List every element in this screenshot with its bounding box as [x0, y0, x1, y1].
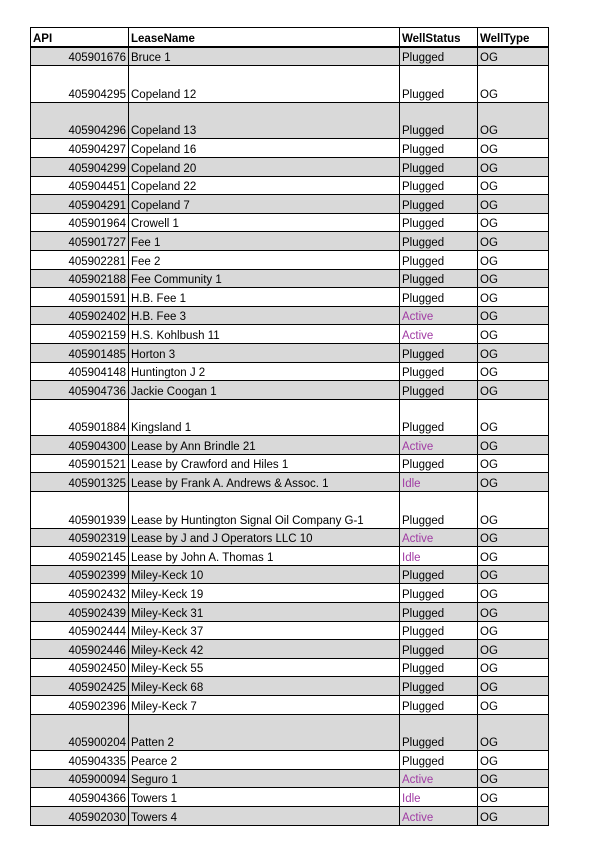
table-row — [31, 677, 549, 696]
api-cell: 405901727 — [31, 232, 129, 251]
lease-name-cell: Lease by Frank A. Andrews & Assoc. 1 — [129, 473, 400, 492]
well-type-cell: OG — [478, 658, 549, 677]
api-cell: 405901964 — [31, 213, 129, 232]
well-status-cell: Active — [400, 436, 478, 455]
well-status-cell: Plugged — [400, 658, 478, 677]
table-row — [31, 584, 549, 603]
api-cell: 405904736 — [31, 381, 129, 400]
api-cell: 405902432 — [31, 584, 129, 603]
api-cell: 405902450 — [31, 658, 129, 677]
api-cell: 405902030 — [31, 806, 129, 825]
lease-name-cell: Horton 3 — [129, 343, 400, 362]
table-row — [31, 306, 549, 325]
well-type-cell: OG — [478, 139, 549, 158]
api-cell: 405904296 — [31, 102, 129, 139]
api-cell: 405901884 — [31, 399, 129, 436]
well-status-cell: Idle — [400, 547, 478, 566]
lease-name-cell: Miley-Keck 31 — [129, 603, 400, 622]
table-row — [31, 547, 549, 566]
lease-name-cell: Lease by Crawford and Hiles 1 — [129, 454, 400, 473]
well-type-cell: OG — [478, 195, 549, 214]
lease-name-cell: Miley-Keck 19 — [129, 584, 400, 603]
api-cell: 405904451 — [31, 176, 129, 195]
api-cell: 405904335 — [31, 751, 129, 770]
well-type-cell: OG — [478, 399, 549, 436]
lease-name-cell: Lease by Huntington Signal Oil Company G-1 — [129, 492, 400, 529]
api-cell: 405901325 — [31, 473, 129, 492]
well-type-cell: OG — [478, 102, 549, 139]
table-row — [31, 362, 549, 381]
well-status-cell: Plugged — [400, 454, 478, 473]
api-cell: 405900204 — [31, 714, 129, 751]
table-row — [31, 102, 549, 139]
table-row — [31, 269, 549, 288]
well-type-cell: OG — [478, 492, 549, 529]
api-cell: 405902145 — [31, 547, 129, 566]
lease-name-cell: Copeland 20 — [129, 157, 400, 176]
table-row — [31, 47, 549, 66]
lease-name-cell: Fee 1 — [129, 232, 400, 251]
well-type-cell: OG — [478, 806, 549, 825]
column-header-api: API — [31, 28, 129, 47]
api-cell: 405901521 — [31, 454, 129, 473]
header-row — [31, 28, 549, 47]
well-type-cell: OG — [478, 66, 549, 103]
well-type-cell: OG — [478, 547, 549, 566]
lease-name-cell: Towers 4 — [129, 806, 400, 825]
well-status-cell: Plugged — [400, 492, 478, 529]
table-row — [31, 288, 549, 307]
well-status-cell: Plugged — [400, 565, 478, 584]
api-cell: 405904295 — [31, 66, 129, 103]
well-status-cell: Active — [400, 528, 478, 547]
well-status-cell: Plugged — [400, 157, 478, 176]
well-type-cell: OG — [478, 677, 549, 696]
well-status-cell: Plugged — [400, 232, 478, 251]
lease-name-cell: Copeland 13 — [129, 102, 400, 139]
well-status-cell: Plugged — [400, 381, 478, 400]
well-status-cell: Plugged — [400, 47, 478, 66]
well-status-cell: Plugged — [400, 102, 478, 139]
well-status-cell: Plugged — [400, 139, 478, 158]
well-status-cell: Plugged — [400, 250, 478, 269]
api-cell: 405902319 — [31, 528, 129, 547]
table-row — [31, 769, 549, 788]
api-cell: 405904297 — [31, 139, 129, 158]
well-status-cell: Idle — [400, 788, 478, 807]
well-status-cell: Plugged — [400, 696, 478, 715]
well-type-cell: OG — [478, 640, 549, 659]
lease-name-cell: Lease by Ann Brindle 21 — [129, 436, 400, 455]
well-status-cell: Plugged — [400, 176, 478, 195]
well-type-cell: OG — [478, 769, 549, 788]
api-cell: 405901676 — [31, 47, 129, 66]
lease-name-cell: Jackie Coogan 1 — [129, 381, 400, 400]
table-row — [31, 788, 549, 807]
table-row — [31, 492, 549, 529]
table-row — [31, 213, 549, 232]
well-type-cell: OG — [478, 306, 549, 325]
well-status-cell: Active — [400, 306, 478, 325]
table-row — [31, 658, 549, 677]
well-type-cell: OG — [478, 584, 549, 603]
table-row — [31, 565, 549, 584]
table-row — [31, 436, 549, 455]
well-type-cell: OG — [478, 288, 549, 307]
well-status-cell: Plugged — [400, 714, 478, 751]
well-status-cell: Plugged — [400, 66, 478, 103]
api-cell: 405902281 — [31, 250, 129, 269]
well-status-cell: Idle — [400, 473, 478, 492]
well-type-cell: OG — [478, 325, 549, 344]
well-status-cell: Active — [400, 806, 478, 825]
api-cell: 405902444 — [31, 621, 129, 640]
column-header-wellstatus: WellStatus — [400, 28, 478, 47]
lease-name-cell: H.B. Fee 1 — [129, 288, 400, 307]
column-header-welltype: WellType — [478, 28, 549, 47]
api-cell: 405900094 — [31, 769, 129, 788]
well-type-cell: OG — [478, 362, 549, 381]
lease-name-cell: Miley-Keck 68 — [129, 677, 400, 696]
well-status-cell: Active — [400, 325, 478, 344]
well-type-cell: OG — [478, 528, 549, 547]
well-status-cell: Plugged — [400, 621, 478, 640]
well-status-cell: Plugged — [400, 677, 478, 696]
well-status-cell: Plugged — [400, 399, 478, 436]
well-type-cell: OG — [478, 213, 549, 232]
lease-name-cell: Lease by J and J Operators LLC 10 — [129, 528, 400, 547]
column-header-leasename: LeaseName — [129, 28, 400, 47]
well-type-cell: OG — [478, 343, 549, 362]
api-cell: 405902159 — [31, 325, 129, 344]
well-status-cell: Plugged — [400, 362, 478, 381]
lease-name-cell: Lease by John A. Thomas 1 — [129, 547, 400, 566]
well-status-cell: Plugged — [400, 584, 478, 603]
lease-name-cell: H.S. Kohlbush 11 — [129, 325, 400, 344]
table-row — [31, 343, 549, 362]
lease-name-cell: Copeland 22 — [129, 176, 400, 195]
lease-name-cell: Miley-Keck 7 — [129, 696, 400, 715]
well-type-cell: OG — [478, 436, 549, 455]
well-status-cell: Plugged — [400, 213, 478, 232]
table-row — [31, 806, 549, 825]
api-cell: 405902402 — [31, 306, 129, 325]
well-status-cell: Active — [400, 769, 478, 788]
table-row — [31, 176, 549, 195]
well-type-cell: OG — [478, 714, 549, 751]
table-row — [31, 528, 549, 547]
api-cell: 405904300 — [31, 436, 129, 455]
well-status-cell: Plugged — [400, 751, 478, 770]
well-type-cell: OG — [478, 751, 549, 770]
table-body — [31, 47, 549, 825]
well-status-cell: Plugged — [400, 343, 478, 362]
table-row — [31, 195, 549, 214]
lease-name-cell: Miley-Keck 10 — [129, 565, 400, 584]
well-status-cell: Plugged — [400, 288, 478, 307]
api-cell: 405902446 — [31, 640, 129, 659]
lease-name-cell: Towers 1 — [129, 788, 400, 807]
table-row — [31, 381, 549, 400]
table-row — [31, 325, 549, 344]
lease-name-cell: Copeland 7 — [129, 195, 400, 214]
table-row — [31, 139, 549, 158]
well-type-cell: OG — [478, 565, 549, 584]
well-type-cell: OG — [478, 454, 549, 473]
api-cell: 405901485 — [31, 343, 129, 362]
table-row — [31, 714, 549, 751]
well-type-cell: OG — [478, 788, 549, 807]
lease-name-cell: Miley-Keck 42 — [129, 640, 400, 659]
well-type-cell: OG — [478, 176, 549, 195]
lease-name-cell: Copeland 12 — [129, 66, 400, 103]
well-status-cell: Plugged — [400, 640, 478, 659]
well-type-cell: OG — [478, 250, 549, 269]
table-row — [31, 621, 549, 640]
lease-name-cell: Fee Community 1 — [129, 269, 400, 288]
well-type-cell: OG — [478, 621, 549, 640]
well-status-cell: Plugged — [400, 603, 478, 622]
api-cell: 405902188 — [31, 269, 129, 288]
lease-name-cell: Seguro 1 — [129, 769, 400, 788]
lease-name-cell: Bruce 1 — [129, 47, 400, 66]
well-table — [30, 27, 549, 826]
api-cell: 405904366 — [31, 788, 129, 807]
lease-name-cell: H.B. Fee 3 — [129, 306, 400, 325]
well-type-cell: OG — [478, 603, 549, 622]
table-row — [31, 473, 549, 492]
lease-name-cell: Miley-Keck 55 — [129, 658, 400, 677]
lease-name-cell: Crowell 1 — [129, 213, 400, 232]
table-row — [31, 454, 549, 473]
lease-name-cell: Huntington J 2 — [129, 362, 400, 381]
well-type-cell: OG — [478, 157, 549, 176]
well-type-cell: OG — [478, 47, 549, 66]
well-status-cell: Plugged — [400, 269, 478, 288]
api-cell: 405901939 — [31, 492, 129, 529]
api-cell: 405902396 — [31, 696, 129, 715]
api-cell: 405902439 — [31, 603, 129, 622]
well-type-cell: OG — [478, 232, 549, 251]
lease-name-cell: Pearce 2 — [129, 751, 400, 770]
api-cell: 405904291 — [31, 195, 129, 214]
lease-name-cell: Miley-Keck 37 — [129, 621, 400, 640]
table-row — [31, 751, 549, 770]
api-cell: 405904148 — [31, 362, 129, 381]
table-row — [31, 250, 549, 269]
table-row — [31, 696, 549, 715]
lease-name-cell: Kingsland 1 — [129, 399, 400, 436]
lease-name-cell: Patten 2 — [129, 714, 400, 751]
api-cell: 405902425 — [31, 677, 129, 696]
table-row — [31, 66, 549, 103]
api-cell: 405904299 — [31, 157, 129, 176]
well-type-cell: OG — [478, 381, 549, 400]
well-status-cell: Plugged — [400, 195, 478, 214]
well-type-cell: OG — [478, 696, 549, 715]
table-row — [31, 603, 549, 622]
well-type-cell: OG — [478, 269, 549, 288]
api-cell: 405901591 — [31, 288, 129, 307]
lease-name-cell: Fee 2 — [129, 250, 400, 269]
table-row — [31, 399, 549, 436]
well-type-cell: OG — [478, 473, 549, 492]
table-row — [31, 157, 549, 176]
lease-name-cell: Copeland 16 — [129, 139, 400, 158]
table-row — [31, 232, 549, 251]
table-row — [31, 640, 549, 659]
api-cell: 405902399 — [31, 565, 129, 584]
